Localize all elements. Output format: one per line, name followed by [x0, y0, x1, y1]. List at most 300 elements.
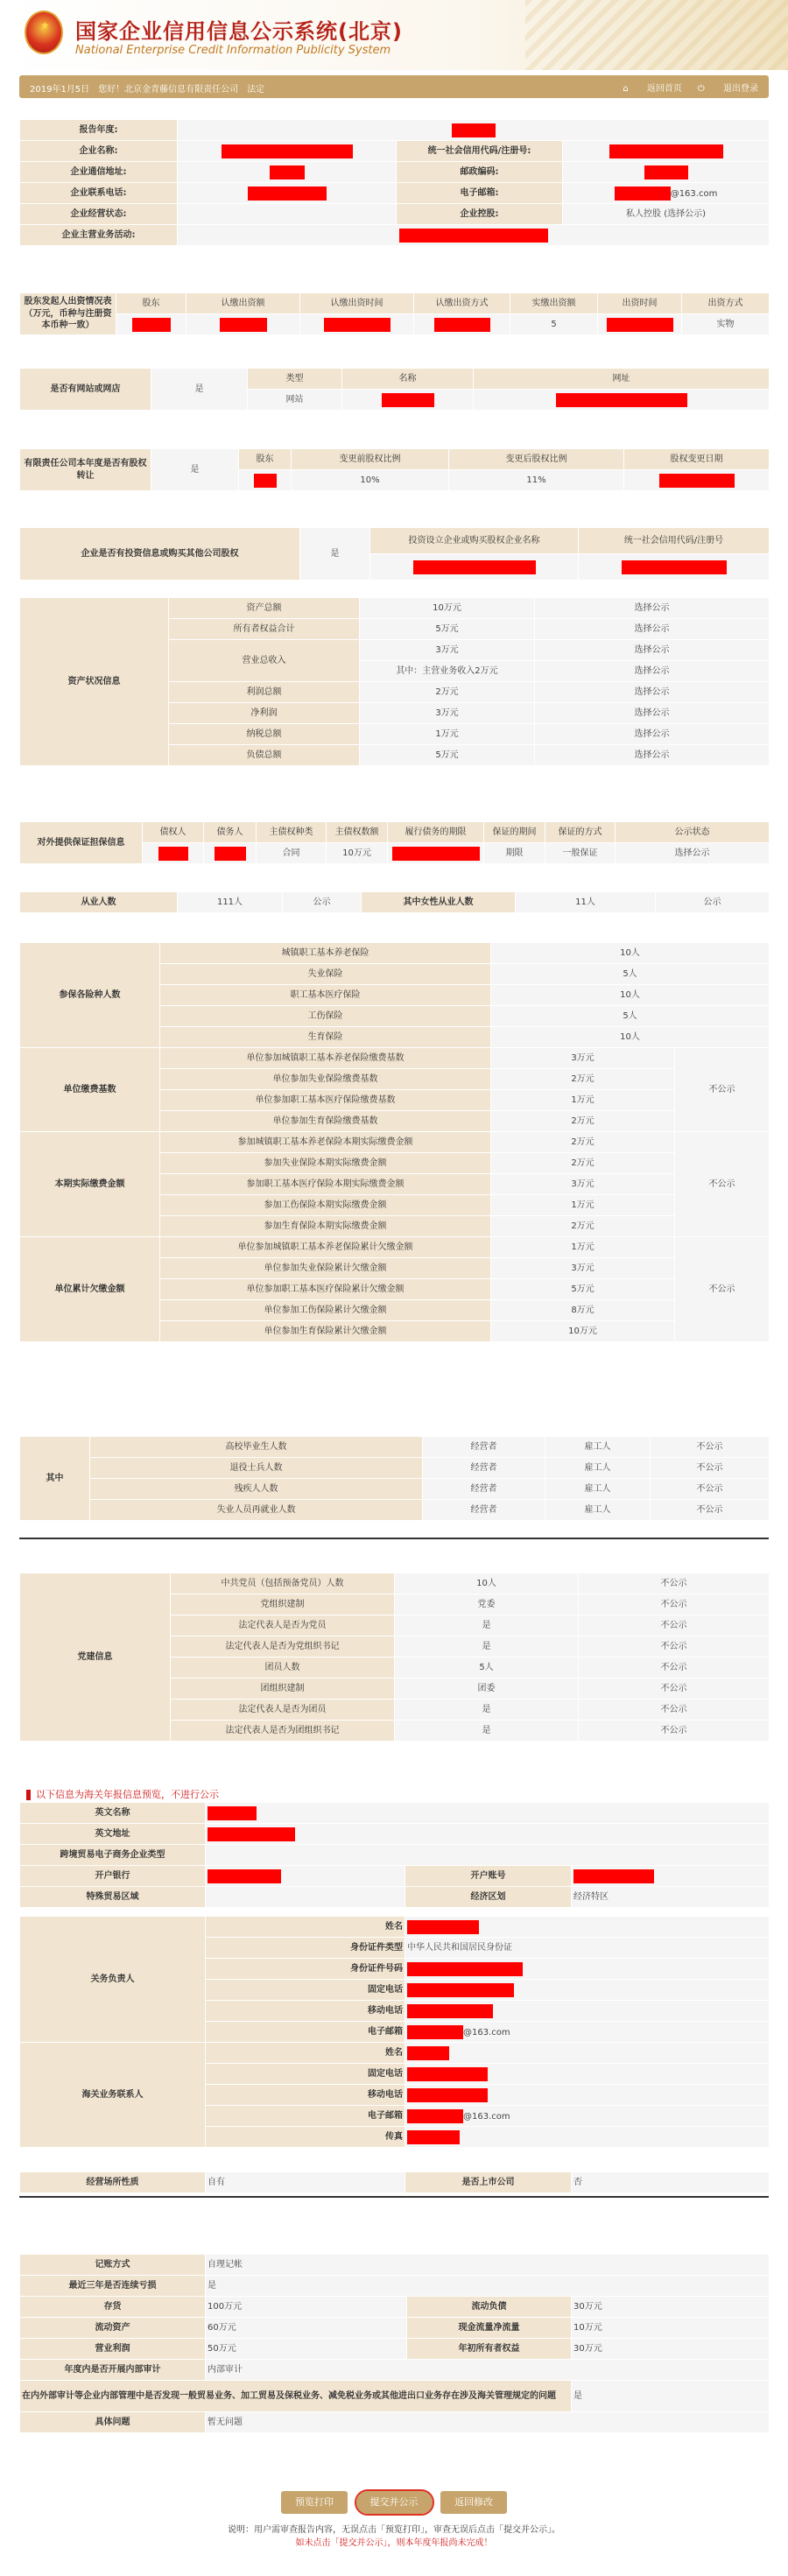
field-value: 经营者	[423, 1479, 545, 1500]
field-value: 3万元	[491, 1048, 675, 1069]
field-value	[563, 141, 770, 162]
field-value: 公示	[283, 892, 362, 913]
field-label: 存货	[20, 2297, 206, 2318]
field-value	[206, 1824, 770, 1845]
site-subtitle: National Enterprise Credit Information Publicity System	[75, 44, 391, 57]
field-value: 3万元	[360, 703, 535, 724]
field-label: 保证的期间	[484, 822, 545, 843]
field-value: 党委	[395, 1594, 579, 1615]
field-label: 单位参加工伤保险累计欠缴金额	[160, 1300, 491, 1321]
field-label: 电子邮箱	[206, 2022, 405, 2043]
field-value: 选择公示	[535, 598, 770, 619]
redaction-mark	[607, 318, 673, 332]
field-label: 实缴出资额	[510, 293, 598, 314]
redaction-mark	[132, 318, 171, 332]
field-label: 电子邮箱	[206, 2106, 405, 2127]
redaction-mark	[407, 2004, 493, 2018]
field-value: 11人	[516, 892, 656, 913]
field-value: 100万元	[206, 2297, 407, 2318]
customs-table	[19, 1802, 770, 1908]
redaction-mark	[407, 2025, 463, 2039]
field-label: 股东	[239, 449, 292, 470]
redaction-mark	[659, 474, 735, 488]
redaction-mark	[644, 165, 688, 179]
website-table	[19, 368, 770, 411]
field-value	[342, 390, 474, 411]
employees-table	[19, 891, 770, 913]
field-value: 是	[300, 528, 370, 581]
field-value: 期限	[484, 843, 545, 864]
field-value: 网站	[248, 390, 342, 411]
field-value: 雇工人	[545, 1479, 651, 1500]
field-value: 5	[510, 314, 598, 335]
redaction-mark	[382, 393, 434, 407]
redaction-mark	[324, 318, 390, 332]
field-label: 单位参加职工基本医疗保险缴费基数	[160, 1090, 491, 1111]
field-label: 企业经营状态:	[20, 204, 178, 225]
field-value	[572, 1866, 770, 1887]
field-value: 1万元	[360, 724, 535, 745]
redaction-mark	[407, 2067, 488, 2081]
field-value: 自有	[206, 2172, 405, 2193]
field-label: 资产状况信息	[20, 598, 169, 766]
field-value: 不公示	[675, 1048, 770, 1132]
party-table	[19, 1573, 770, 1742]
home-link[interactable]: ⌂ 返回首页	[623, 84, 682, 94]
field-value	[143, 843, 204, 864]
field-label: 移动电话	[206, 2001, 405, 2022]
shareholder-table	[19, 292, 770, 335]
field-label: 身份证件号码	[206, 1959, 405, 1980]
field-value: 不公示	[675, 1132, 770, 1237]
field-label: 开户账号	[405, 1866, 572, 1887]
field-label: 身份证件类型	[206, 1938, 405, 1959]
field-label: 单位参加职工基本医疗保险累计欠缴金额	[160, 1279, 491, 1300]
field-label: 高校毕业生人数	[90, 1437, 423, 1458]
field-label: 出资方式	[682, 293, 770, 314]
field-label: 年度内是否开展内部审计	[20, 2360, 206, 2381]
field-value: 不公示	[579, 1594, 770, 1615]
field-value: 私人控股 (选择公示)	[563, 204, 770, 225]
field-value	[116, 314, 186, 335]
field-value: 3万元	[491, 1258, 675, 1279]
field-value: 3万元	[360, 640, 535, 661]
field-value: 不公示	[579, 1679, 770, 1700]
field-value: 选择公示	[535, 682, 770, 703]
field-label: 英文名称	[20, 1803, 206, 1824]
field-value: 其中：主营业务收入2万元	[360, 661, 535, 682]
field-label: 法定代表人是否为团组织书记	[171, 1721, 395, 1742]
field-value: 5万元	[360, 619, 535, 640]
field-value: 是	[395, 1615, 579, 1636]
field-label: 固定电话	[206, 2064, 405, 2085]
field-label: 单位参加城镇职工基本养老保险累计欠缴金额	[160, 1237, 491, 1258]
field-label: 邮政编码:	[397, 162, 563, 183]
field-value: 3万元	[491, 1174, 675, 1195]
redaction-mark	[407, 2046, 449, 2060]
field-label: 参加生育保险本期实际缴费金额	[160, 1216, 491, 1237]
field-value: 10万元	[491, 1321, 675, 1342]
field-value	[579, 554, 770, 581]
redaction-mark	[392, 847, 480, 861]
field-value: 不公示	[579, 1700, 770, 1721]
field-value: 不公示	[579, 1658, 770, 1679]
field-label: 姓名	[206, 1917, 405, 1938]
field-label: 营业总收入	[169, 640, 360, 682]
field-label: 党建信息	[20, 1573, 171, 1742]
field-value: 2万元	[491, 1153, 675, 1174]
field-value	[178, 225, 770, 246]
action-buttons	[0, 2491, 788, 2514]
redaction-mark	[208, 1806, 257, 1820]
field-label: 变更后股权比例	[449, 449, 624, 470]
field-value: @163.com	[405, 2022, 770, 2043]
guarantee-table	[19, 821, 770, 864]
field-label: 参加职工基本医疗保险本期实际缴费金额	[160, 1174, 491, 1195]
field-label: 单位参加生育保险累计欠缴金额	[160, 1321, 491, 1342]
insurance-table	[19, 942, 770, 1342]
field-value: 5人	[491, 964, 770, 985]
field-label: 记账方式	[20, 2255, 206, 2276]
field-label: 党组织建制	[171, 1594, 395, 1615]
field-label: 所有者权益合计	[169, 619, 360, 640]
field-label: 电子邮箱:	[397, 183, 563, 204]
field-value	[178, 141, 397, 162]
field-label: 变更前股权比例	[292, 449, 449, 470]
field-value: 不公示	[651, 1437, 770, 1458]
field-value: 2万元	[491, 1216, 675, 1237]
field-value: 选择公示	[535, 724, 770, 745]
field-value: 5万元	[360, 745, 535, 766]
field-value: 30万元	[572, 2297, 770, 2318]
field-value: 不公示	[579, 1573, 770, 1594]
equity-transfer-table	[19, 448, 770, 491]
field-label: 年初所有者权益	[407, 2339, 572, 2360]
field-label: 参加工伤保险本期实际缴费金额	[160, 1195, 491, 1216]
field-value: 选择公示	[535, 745, 770, 766]
field-label: 失业人员再就业人数	[90, 1500, 423, 1521]
field-value: 10人	[395, 1573, 579, 1594]
field-label: 姓名	[206, 2043, 405, 2064]
back-edit-button[interactable]: 返回修改	[440, 2491, 507, 2514]
field-label: 职工基本医疗保险	[160, 985, 491, 1006]
redaction-mark	[556, 393, 687, 407]
field-value	[405, 2127, 770, 2148]
field-label: 从业人数	[20, 892, 178, 913]
field-value: 5人	[395, 1658, 579, 1679]
field-label: 城镇职工基本养老保险	[160, 943, 491, 964]
field-label: 企业控股:	[397, 204, 563, 225]
field-label: 负债总额	[169, 745, 360, 766]
preview-print-button[interactable]: 预览打印	[281, 2491, 348, 2514]
field-value	[300, 314, 414, 335]
field-value: 是	[395, 1700, 579, 1721]
field-label: 认缴出资额	[186, 293, 300, 314]
field-label: 统一社会信用代码/注册号:	[397, 141, 563, 162]
field-value: 5万元	[491, 1279, 675, 1300]
field-label: 英文地址	[20, 1824, 206, 1845]
field-label: 企业主营业务活动:	[20, 225, 178, 246]
field-label: 是否有网站或网店	[20, 369, 151, 411]
field-value	[388, 843, 484, 864]
field-value	[178, 204, 397, 225]
field-label: 名称	[342, 369, 474, 390]
redaction-mark	[452, 123, 496, 137]
field-value: 选择公示	[616, 843, 770, 864]
field-label: 本期实际缴费金额	[20, 1132, 160, 1237]
field-label: 主债权数额	[327, 822, 388, 843]
field-label: 纳税总额	[169, 724, 360, 745]
field-value: 不公示	[579, 1721, 770, 1742]
field-label: 统一社会信用代码/注册号	[579, 528, 770, 554]
field-value: 选择公示	[535, 619, 770, 640]
field-value: 实物	[682, 314, 770, 335]
field-value: 暂无问题	[206, 2412, 770, 2433]
field-label: 单位参加失业保险累计欠缴金额	[160, 1258, 491, 1279]
field-value	[405, 1980, 770, 2001]
customs-contacts-table	[19, 1916, 770, 2148]
field-value: 是	[395, 1721, 579, 1742]
field-label: 流动负债	[407, 2297, 572, 2318]
field-label: 传真	[206, 2127, 405, 2148]
redaction-mark	[248, 187, 327, 201]
field-label: 单位参加城镇职工基本养老保险缴费基数	[160, 1048, 491, 1069]
field-label: 是否上市公司	[405, 2172, 572, 2193]
redaction-mark	[407, 2109, 463, 2123]
field-value	[206, 1803, 770, 1824]
field-value: 10人	[491, 943, 770, 964]
field-label: 生育保险	[160, 1027, 491, 1048]
field-label: 参加城镇职工基本养老保险本期实际缴费金额	[160, 1132, 491, 1153]
field-value	[178, 183, 397, 204]
logout-link[interactable]: ⏻ 退出登录	[697, 84, 758, 94]
field-value: 10%	[292, 470, 449, 491]
field-value: 雇工人	[545, 1437, 651, 1458]
field-label: 具体问题	[20, 2412, 206, 2433]
redaction-mark	[220, 318, 267, 332]
field-label: 开户银行	[20, 1866, 206, 1887]
field-label: 其中女性从业人数	[362, 892, 516, 913]
field-label: 履行债务的期限	[388, 822, 484, 843]
field-label: 债务人	[204, 822, 257, 843]
field-value	[563, 162, 770, 183]
field-label: 债权人	[143, 822, 204, 843]
field-label: 单位累计欠缴金额	[20, 1237, 160, 1342]
field-label: 最近三年是否连续亏损	[20, 2276, 206, 2297]
field-label: 网址	[474, 369, 770, 390]
field-value: 10人	[491, 1027, 770, 1048]
redaction-mark	[215, 847, 246, 861]
field-label: 海关业务联系人	[20, 2043, 206, 2148]
field-value	[405, 1917, 770, 1938]
redaction-mark	[158, 847, 188, 861]
field-label: 法定代表人是否为党组织书记	[171, 1636, 395, 1658]
field-label: 团组织建制	[171, 1679, 395, 1700]
field-label: 退役士兵人数	[90, 1458, 423, 1479]
header-decoration	[525, 0, 788, 70]
field-value	[186, 314, 300, 335]
field-value: 是	[572, 2381, 770, 2412]
field-value: 选择公示	[535, 703, 770, 724]
top-bar: 2019年1月5日 您好！北京金青藤信息有限责任公司 法定 ⌂ 返回首页 ⏻ 退出登录	[19, 75, 769, 98]
field-label: 经营场所性质	[20, 2172, 206, 2193]
field-value: 不公示	[579, 1615, 770, 1636]
field-value: 自理记帐	[206, 2255, 770, 2276]
field-label: 法定代表人是否为团员	[171, 1700, 395, 1721]
field-value: 选择公示	[535, 661, 770, 682]
field-label: 资产总额	[169, 598, 360, 619]
field-value	[178, 120, 770, 141]
field-label: 工伤保险	[160, 1006, 491, 1027]
field-value: 1万元	[491, 1090, 675, 1111]
field-value: 8万元	[491, 1300, 675, 1321]
submit-publish-button[interactable]: 提交并公示	[356, 2491, 433, 2514]
field-value: 合同	[257, 843, 327, 864]
field-value: 5人	[491, 1006, 770, 1027]
customs-notice: 以下信息为海关年报信息预览，不进行公示	[26, 1787, 219, 1801]
section-divider	[19, 1538, 769, 1539]
finance-table	[19, 2254, 770, 2433]
field-value: 50万元	[206, 2339, 407, 2360]
field-value: 10万元	[360, 598, 535, 619]
footer-note: 说明：用户需审查报告内容，无误点击「预览打印」，审查无误后点击「提交并公示」。 如未点击「提交并公示」，则本年度年报尚未完成！	[228, 2525, 560, 2548]
redaction-mark	[622, 560, 727, 574]
field-value: 经济特区	[572, 1887, 770, 1908]
field-value	[405, 2043, 770, 2064]
redaction-mark	[208, 1869, 281, 1883]
field-value: 不公示	[651, 1458, 770, 1479]
field-label: 营业利润	[20, 2339, 206, 2360]
redaction-mark	[573, 1869, 654, 1883]
site-title: 国家企业信用信息公示系统(北京)	[75, 19, 403, 44]
field-label: 法定代表人是否为党员	[171, 1615, 395, 1636]
field-value	[405, 2085, 770, 2106]
redaction-mark	[407, 1983, 514, 1997]
welcome-text: 您好！北京金青藤信息有限责任公司	[98, 85, 239, 95]
field-value	[178, 162, 397, 183]
field-value	[624, 470, 770, 491]
field-value: 是	[206, 2276, 770, 2297]
field-value: 雇工人	[545, 1500, 651, 1521]
field-label: 单位参加生育保险缴费基数	[160, 1111, 491, 1132]
redaction-mark	[407, 2088, 488, 2102]
field-value	[405, 1959, 770, 1980]
field-value	[206, 1866, 405, 1887]
field-label: 在内外部审计等企业内部管理中是否发现一般贸易业务、加工贸易及保税业务、减免税业务或其他进出口业务存在涉及海关管理规定的问题	[20, 2381, 572, 2412]
field-label: 中共党员（包括预备党员）人数	[171, 1573, 395, 1594]
field-label: 特殊贸易区域	[20, 1887, 206, 1908]
field-value: 不公示	[675, 1237, 770, 1342]
field-label: 参加失业保险本期实际缴费金额	[160, 1153, 491, 1174]
field-value: 经营者	[423, 1500, 545, 1521]
field-label: 单位参加失业保险缴费基数	[160, 1069, 491, 1090]
field-label: 单位缴费基数	[20, 1048, 160, 1132]
date-text: 2019年1月5日	[30, 85, 90, 95]
field-value: 公示	[656, 892, 770, 913]
national-emblem-icon: ★	[25, 11, 63, 54]
field-label: 现金流量净流量	[407, 2318, 572, 2339]
field-value: 60万元	[206, 2318, 407, 2339]
site-header	[0, 0, 788, 70]
field-label: 利润总额	[169, 682, 360, 703]
field-value	[405, 2064, 770, 2085]
field-value: 不公示	[651, 1500, 770, 1521]
field-value: 1万元	[491, 1237, 675, 1258]
field-value	[206, 1887, 405, 1908]
field-value	[414, 314, 510, 335]
field-value: 10万元	[327, 843, 388, 864]
field-value: 团委	[395, 1679, 579, 1700]
field-label: 经济区划	[405, 1887, 572, 1908]
field-value: 不公示	[651, 1479, 770, 1500]
field-label: 股东	[116, 293, 186, 314]
redaction-mark	[208, 1827, 295, 1841]
field-value: 10万元	[572, 2318, 770, 2339]
field-value: 111人	[178, 892, 283, 913]
redaction-mark	[270, 165, 305, 179]
field-value	[206, 1845, 770, 1866]
field-label: 残疾人人数	[90, 1479, 423, 1500]
field-label: 关务负责人	[20, 1917, 206, 2043]
among-table	[19, 1436, 770, 1521]
field-label: 投资设立企业或购买股权企业名称	[370, 528, 579, 554]
redaction-mark	[615, 187, 671, 201]
redaction-mark	[609, 144, 723, 158]
field-label: 股东发起人出资情况表（万元，币种与注册资本币种一致）	[20, 293, 116, 335]
field-value	[474, 390, 770, 411]
field-label: 企业通信地址:	[20, 162, 178, 183]
field-label: 流动资产	[20, 2318, 206, 2339]
field-label: 认缴出资时间	[300, 293, 414, 314]
field-label: 报告年度:	[20, 120, 178, 141]
field-value: 1万元	[491, 1195, 675, 1216]
field-value: 一般保证	[545, 843, 616, 864]
field-value: 是	[395, 1636, 579, 1658]
field-label: 保证的方式	[545, 822, 616, 843]
field-label: 净利润	[169, 703, 360, 724]
field-label: 参保各险种人数	[20, 943, 160, 1048]
field-value: 否	[572, 2172, 770, 2193]
field-label: 公示状态	[616, 822, 770, 843]
field-value: 中华人民共和国居民身份证	[405, 1938, 770, 1959]
field-label: 移动电话	[206, 2085, 405, 2106]
field-value: 不公示	[579, 1636, 770, 1658]
field-value	[239, 470, 292, 491]
business-place-table	[19, 2171, 770, 2193]
redaction-mark	[407, 1920, 479, 1934]
investment-table	[19, 527, 770, 581]
field-label: 对外提供保证担保信息	[20, 822, 143, 864]
field-value: 是	[151, 369, 248, 411]
field-value	[405, 2001, 770, 2022]
field-value: 10人	[491, 985, 770, 1006]
field-value: @163.com	[405, 2106, 770, 2127]
redaction-mark	[254, 474, 277, 488]
field-value: @163.com	[563, 183, 770, 204]
field-label: 企业联系电话:	[20, 183, 178, 204]
field-label: 失业保险	[160, 964, 491, 985]
field-value	[598, 314, 682, 335]
field-value: 雇工人	[545, 1458, 651, 1479]
field-value: 30万元	[572, 2339, 770, 2360]
field-label: 股权变更日期	[624, 449, 770, 470]
section-divider-2	[19, 2196, 769, 2198]
field-label: 出资时间	[598, 293, 682, 314]
field-value: 经营者	[423, 1458, 545, 1479]
field-value: 2万元	[491, 1069, 675, 1090]
field-label: 类型	[248, 369, 342, 390]
field-label: 跨境贸易电子商务企业类型	[20, 1845, 206, 1866]
